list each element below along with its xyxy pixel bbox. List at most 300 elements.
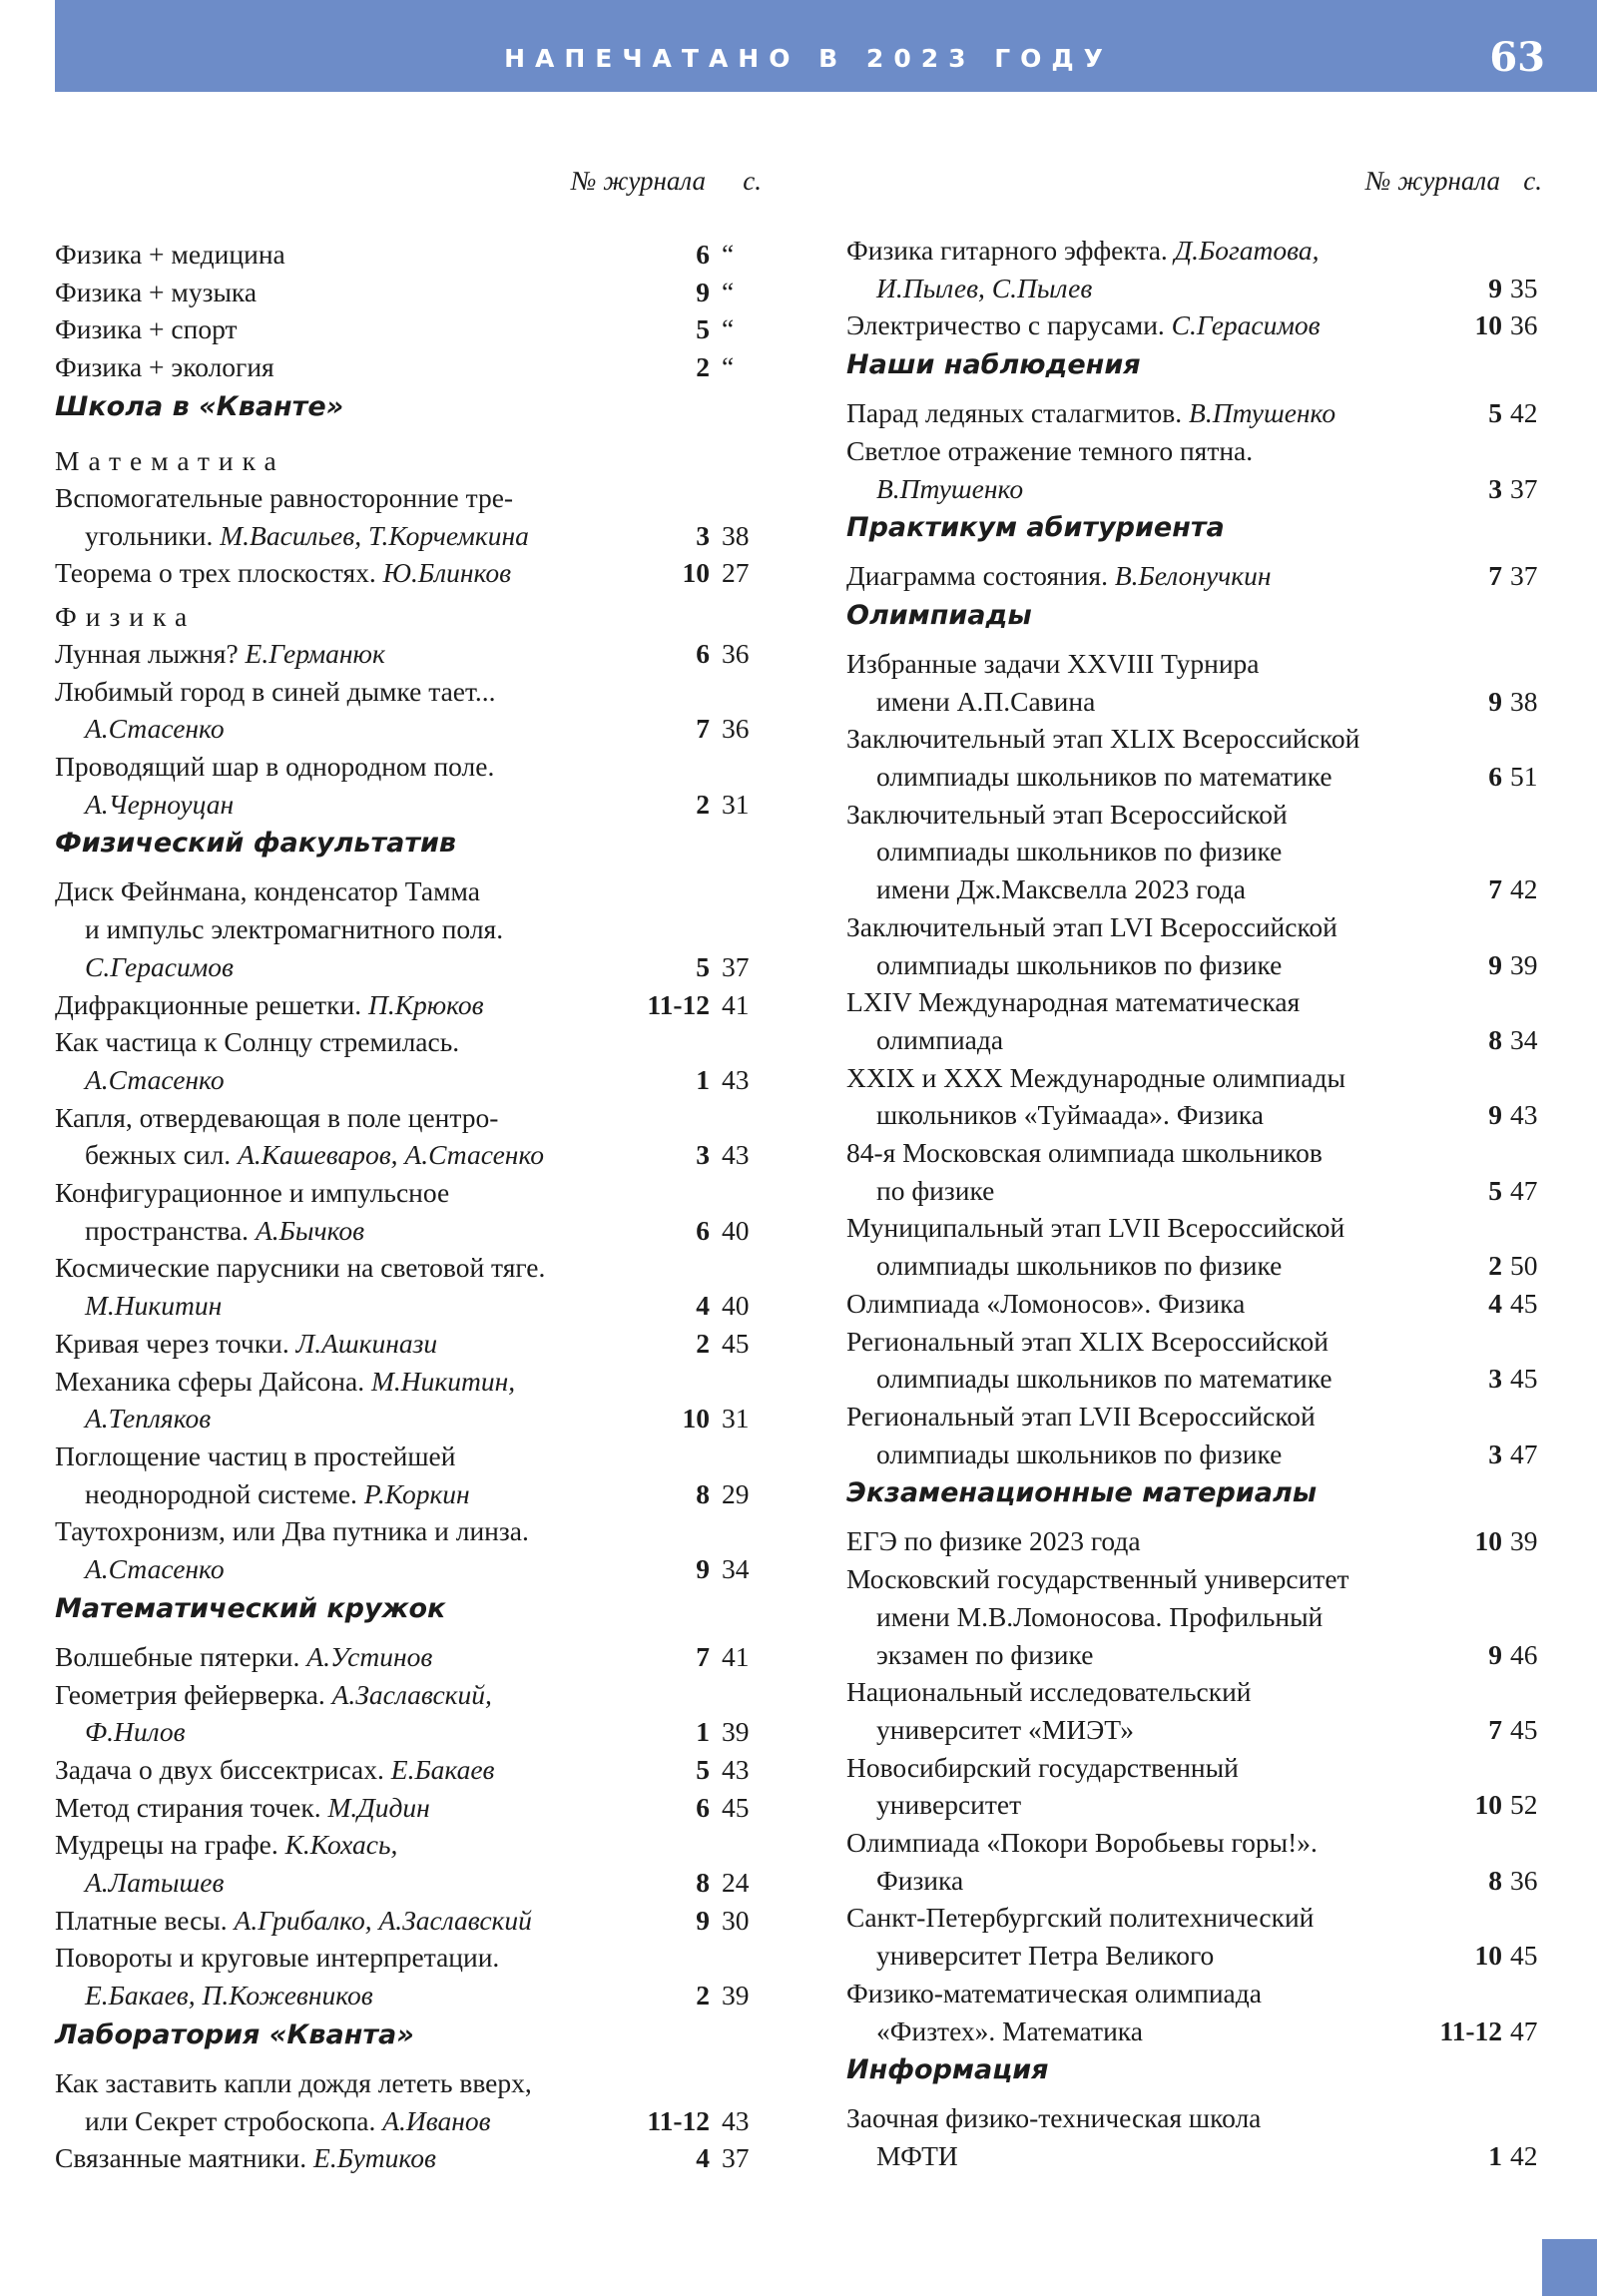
journal-number: 10 <box>1474 1940 1502 1972</box>
journal-number: 7 <box>1488 1713 1502 1745</box>
toc-entry <box>846 1398 1542 1472</box>
entry-line <box>55 1212 664 1250</box>
entry-line <box>55 2064 664 2102</box>
entry-line <box>55 1638 664 1676</box>
entry-line <box>846 1172 1458 1210</box>
section-heading: Школа в «Кванте» <box>55 390 344 422</box>
journal-number: 8 <box>1488 1023 1502 1055</box>
section-heading: Практикум абитуриента <box>846 512 1225 544</box>
entry-line <box>55 872 664 910</box>
page-ref: 35 <box>1510 272 1538 303</box>
page-ref: 45 <box>722 1327 750 1359</box>
journal-number-heading: № журнала <box>1365 166 1500 196</box>
right-column <box>846 160 1542 2171</box>
page-ref: 34 <box>1510 1023 1538 1055</box>
toc-entry <box>55 2139 764 2177</box>
toc-entry <box>55 872 764 985</box>
toc-entry <box>55 635 764 673</box>
toc-entry <box>55 1638 764 1676</box>
journal-number: 8 <box>1488 1864 1502 1896</box>
page-ref: 43 <box>722 1063 750 1095</box>
entry-line <box>846 1059 1458 1097</box>
article-author: С.Герасимов <box>1171 309 1321 341</box>
article-author: А.Устинов <box>306 1640 433 1672</box>
article-title: Физика + экология <box>55 351 274 383</box>
page-ref: 43 <box>722 1753 750 1785</box>
article-title: Кривая через точки. <box>55 1327 296 1359</box>
page-ref: 37 <box>1510 472 1538 504</box>
article-title: угольники. <box>85 519 221 551</box>
toc-entry <box>55 1902 764 1940</box>
article-title: Метод стирания точек. <box>55 1791 328 1823</box>
entry-line <box>846 1247 1458 1285</box>
article-title: Поглощение частиц в простейшей <box>55 1439 456 1471</box>
article-author: И.Пылев, С.Пылев <box>876 272 1093 303</box>
entry-line <box>55 1437 664 1475</box>
article-title: Капля, отвердевающая в поле центро- <box>55 1101 499 1133</box>
article-author: Е.Бакаев, П.Кожевников <box>85 1980 373 2011</box>
entry-line <box>55 1174 664 1212</box>
article-title: олимпиада <box>876 1023 1004 1055</box>
page-ref: 40 <box>722 1290 750 1322</box>
journal-number: 9 <box>1488 685 1502 717</box>
journal-number: 5 <box>696 950 710 982</box>
article-title: Олимпиада «Покори Воробьевы горы!». <box>846 1827 1318 1859</box>
page-ref: 38 <box>1510 685 1538 717</box>
toc-entry <box>846 232 1542 306</box>
entry-line <box>846 1096 1458 1134</box>
entry-line <box>846 470 1458 508</box>
toc-entry <box>846 1285 1542 1323</box>
page-ref: 45 <box>1510 1940 1538 1972</box>
page-ref: 46 <box>1510 1638 1538 1670</box>
entry-line <box>55 1099 664 1137</box>
article-author: Е.Бутиков <box>313 2142 436 2174</box>
article-author: В.Птушенко <box>1189 397 1336 429</box>
entry-line <box>55 2102 664 2140</box>
page-heading: с. <box>743 166 762 196</box>
entry-line <box>55 1061 664 1099</box>
entry-line <box>55 1512 664 1550</box>
article-author: Ю.Блинков <box>382 557 512 589</box>
entry-line <box>846 1975 1458 2012</box>
toc-entry <box>55 236 764 274</box>
journal-number: 10 <box>1474 309 1502 341</box>
entry-line <box>55 310 664 348</box>
page-ref: 45 <box>722 1791 750 1823</box>
page-ref: 39 <box>722 1980 750 2011</box>
journal-number: 7 <box>696 1640 710 1672</box>
journal-number: 4 <box>696 1290 710 1322</box>
page-ref: 42 <box>1510 397 1538 429</box>
journal-number: 8 <box>696 1867 710 1899</box>
article-author: А.Тепляков <box>85 1403 212 1435</box>
entry-line <box>846 946 1458 984</box>
journal-number: 9 <box>1488 1099 1502 1131</box>
header-title: НАПЕЧАТАНО В 2023 ГОДУ <box>504 44 1113 73</box>
page-ref: 27 <box>722 557 750 589</box>
toc-entry <box>55 348 764 386</box>
page-ref: 34 <box>722 1553 750 1585</box>
section-heading: Физический факультатив <box>55 828 457 860</box>
article-title: Заключительный этап Всероссийской <box>846 798 1288 830</box>
article-author: П.Крюков <box>367 988 484 1020</box>
page-ref: 37 <box>1510 560 1538 592</box>
page-ref: 36 <box>722 713 750 745</box>
article-author: С.Герасимов <box>85 950 234 982</box>
toc-entry <box>55 2064 764 2139</box>
entry-line <box>846 1398 1458 1435</box>
page-ref: 39 <box>1510 1525 1538 1557</box>
article-author: А.Бычков <box>255 1214 365 1246</box>
journal-number: 7 <box>696 713 710 745</box>
article-author: А.Кашеваров, А.Стасенко <box>238 1139 545 1171</box>
journal-number: 9 <box>696 1553 710 1585</box>
page-ref: 43 <box>722 1139 750 1171</box>
journal-number: 5 <box>1488 397 1502 429</box>
entry-line <box>55 1789 664 1827</box>
toc-entry <box>846 394 1542 432</box>
article-author: А.Стасенко <box>85 1063 225 1095</box>
toc-entry <box>55 310 764 348</box>
page-ref: 37 <box>722 2142 750 2174</box>
column-header <box>55 160 764 200</box>
article-author: Ф.Нилов <box>85 1716 186 1748</box>
section-heading: Олимпиады <box>846 599 1032 631</box>
journal-number: 9 <box>696 1904 710 1936</box>
page-ref: 52 <box>1510 1789 1538 1821</box>
page-ref: 30 <box>722 1904 750 1936</box>
article-title: бежных сил. <box>85 1139 239 1171</box>
toc-entry <box>55 1789 764 1827</box>
entry-line <box>846 306 1458 344</box>
entry-line <box>846 1134 1458 1172</box>
article-title: имени А.П.Савина <box>876 685 1096 717</box>
page-ref: 31 <box>722 788 750 820</box>
entry-line <box>846 1673 1458 1711</box>
article-author: Л.Ашкинази <box>295 1327 438 1359</box>
article-author: А.Стасенко <box>85 1553 225 1585</box>
article-author: А.Иванов <box>382 2104 491 2136</box>
toc-entry <box>55 673 764 748</box>
article-title: Избранные задачи XXVIII Турнира <box>846 647 1260 679</box>
article-title: Мудрецы на графе. <box>55 1829 285 1861</box>
toc-entry <box>55 1363 764 1437</box>
entry-line <box>55 1713 664 1751</box>
toc-entry <box>846 2099 1542 2174</box>
entry-line <box>55 1475 664 1513</box>
article-title: Любимый город в синей дымке тает... <box>55 675 496 707</box>
article-title: Физика <box>876 1864 964 1896</box>
article-title: университет Петра Великого <box>876 1940 1215 1972</box>
article-title: и импульс электромагнитного поля. <box>85 913 504 945</box>
section-heading: Лаборатория «Кванта» <box>55 2018 414 2050</box>
entry-line <box>846 1711 1458 1749</box>
entry-line <box>846 1824 1458 1862</box>
entry-line <box>846 1899 1458 1937</box>
column-header <box>846 160 1542 200</box>
entry-line <box>846 796 1458 834</box>
article-title: олимпиады школьников по математике <box>876 1363 1332 1395</box>
article-title: университет <box>876 1789 1022 1821</box>
page-ref: “ <box>722 313 735 345</box>
toc-entry <box>55 1676 764 1751</box>
article-title: олимпиады школьников по физике <box>876 836 1283 867</box>
page-ref: 37 <box>722 950 750 982</box>
article-title: олимпиады школьников по физике <box>876 1437 1283 1469</box>
page-ref: 36 <box>1510 309 1538 341</box>
section-heading: Информация <box>846 2054 1049 2086</box>
article-title: Санкт-Петербургский политехнический <box>846 1902 1315 1934</box>
article-title: Геометрия фейерверка. <box>55 1678 332 1710</box>
entry-line <box>846 1636 1458 1674</box>
entry-line <box>55 348 664 386</box>
entry-line <box>55 1751 664 1789</box>
entry-line <box>846 2099 1458 2137</box>
article-author: В.Птушенко <box>876 472 1024 504</box>
journal-number: 11-12 <box>1439 2014 1502 2046</box>
article-title: олимпиады школьников по математике <box>876 761 1332 793</box>
article-title: Таутохронизм, или Два путника и линза. <box>55 1515 529 1547</box>
entry-line <box>846 1560 1458 1598</box>
journal-number: 6 <box>696 1214 710 1246</box>
article-title: Заключительный этап LVI Всероссийской <box>846 910 1337 942</box>
journal-number: 11-12 <box>647 2104 710 2136</box>
article-title: олимпиады школьников по физике <box>876 1250 1283 1282</box>
toc-entry <box>55 274 764 311</box>
toc-entry <box>846 1522 1542 1560</box>
entry-line <box>55 479 664 517</box>
article-title: неоднородной системе. <box>85 1477 364 1509</box>
journal-number: 8 <box>696 1477 710 1509</box>
entry-line <box>55 1676 664 1714</box>
journal-number: 9 <box>1488 1638 1502 1670</box>
entry-line <box>55 1864 664 1902</box>
article-author: К.Кохась, <box>284 1829 398 1861</box>
entry-line <box>846 1862 1458 1900</box>
toc-entry <box>846 983 1542 1058</box>
article-title: XXIX и XXX Международные олимпиады <box>846 1061 1345 1093</box>
toc-entry <box>55 1325 764 1363</box>
entry-line <box>55 710 664 748</box>
page-ref: “ <box>722 239 735 270</box>
journal-number: 5 <box>696 313 710 345</box>
article-title: Физика + музыка <box>55 276 258 307</box>
entry-line <box>846 720 1458 758</box>
article-title: Региональный этап LVII Всероссийской <box>846 1400 1316 1432</box>
entry-line <box>55 948 664 986</box>
article-title: Московский государственный университет <box>846 1563 1349 1595</box>
article-title: имени М.В.Ломоносова. Профильный <box>876 1600 1324 1632</box>
entry-line <box>55 1325 664 1363</box>
journal-number: 6 <box>696 239 710 270</box>
article-author: А.Латышев <box>85 1867 225 1899</box>
article-title: экзамен по физике <box>876 1638 1094 1670</box>
page-ref: 29 <box>722 1477 750 1509</box>
article-title: Платные весы. <box>55 1904 235 1936</box>
article-title: Космические парусники на световой тяге. <box>55 1252 546 1284</box>
article-title: Теорема о трех плоскостях. <box>55 557 383 589</box>
journal-number: 3 <box>1488 1363 1502 1395</box>
article-title: LXIV Международная математическая <box>846 986 1301 1018</box>
entry-line <box>846 1937 1458 1975</box>
entry-line <box>846 232 1458 270</box>
corner-decoration <box>1542 2239 1597 2296</box>
article-title: МФТИ <box>876 2139 958 2171</box>
entry-line <box>55 517 664 555</box>
toc-entry <box>55 1099 764 1174</box>
journal-number: 3 <box>1488 472 1502 504</box>
article-title: или Секрет стробоскопа. <box>85 2104 383 2136</box>
article-title: Олимпиада «Ломоносов». Физика <box>846 1287 1246 1319</box>
article-title: Муниципальный этап LVII Всероссийской <box>846 1212 1345 1244</box>
journal-number: 3 <box>1488 1437 1502 1469</box>
page-ref: 39 <box>722 1716 750 1748</box>
entry-line <box>55 1902 664 1940</box>
toc-entry <box>846 645 1542 720</box>
toc-entry <box>55 748 764 823</box>
entry-line <box>55 2139 664 2177</box>
article-author: В.Белонучкин <box>1114 560 1272 592</box>
toc-entry <box>846 1749 1542 1824</box>
entry-line <box>55 786 664 824</box>
toc-entry <box>55 1437 764 1512</box>
entry-line <box>846 1749 1458 1787</box>
toc-entry <box>846 1059 1542 1134</box>
article-title: школьников «Туймаада». Физика <box>876 1099 1264 1131</box>
entry-line <box>846 1209 1458 1247</box>
journal-number: 5 <box>696 1753 710 1785</box>
entry-line <box>846 557 1458 595</box>
page-ref: 43 <box>722 2104 750 2136</box>
journal-number: 10 <box>1474 1525 1502 1557</box>
entry-line <box>55 274 664 311</box>
entry-line <box>846 870 1458 908</box>
article-title: Как частица к Солнцу стремилась. <box>55 1026 460 1058</box>
article-title: Электричество с парусами. <box>846 309 1172 341</box>
article-author: М.Никитин, <box>370 1365 516 1397</box>
page-ref: 42 <box>1510 2139 1538 2171</box>
page-heading: с. <box>1523 166 1542 196</box>
toc-entry <box>55 1512 764 1587</box>
entry-line <box>846 1435 1458 1473</box>
toc-entry <box>846 1975 1542 2049</box>
entry-line <box>55 1400 664 1437</box>
article-title: Заключительный этап XLIX Всероссийской <box>846 723 1360 755</box>
article-title: Физика + медицина <box>55 239 285 270</box>
article-author: Д.Богатова, <box>1174 235 1320 266</box>
article-title: Диск Фейнмана, конденсатор Тамма <box>55 875 480 907</box>
journal-number: 9 <box>1488 272 1502 303</box>
page-ref: 38 <box>722 519 750 551</box>
article-title: Дифракционные решетки. <box>55 988 368 1020</box>
article-title: Вспомогательные равносторонние тре- <box>55 481 514 513</box>
journal-number: 10 <box>682 1403 710 1435</box>
journal-number: 2 <box>1488 1250 1502 1282</box>
toc-entry <box>55 1939 764 2013</box>
article-title: имени Дж.Максвелла 2023 года <box>876 873 1246 905</box>
page-ref: 40 <box>722 1214 750 1246</box>
page-header <box>55 0 1597 92</box>
entry-line <box>55 986 664 1024</box>
entry-line <box>55 635 664 673</box>
entry-line <box>55 554 664 592</box>
toc-entry <box>55 1751 764 1789</box>
article-title: Региональный этап XLIX Всероссийской <box>846 1325 1329 1357</box>
entry-line <box>846 908 1458 946</box>
page-ref: 41 <box>722 988 750 1020</box>
entry-line <box>55 1287 664 1325</box>
entry-line <box>846 270 1458 307</box>
left-column <box>55 160 764 2174</box>
page-ref: 47 <box>1510 1174 1538 1206</box>
page-ref: 50 <box>1510 1250 1538 1282</box>
page-ref: 42 <box>1510 873 1538 905</box>
entry-line <box>55 1939 664 1977</box>
journal-number: 2 <box>696 1327 710 1359</box>
entry-line <box>55 910 664 948</box>
page-ref: “ <box>722 276 735 307</box>
entry-line <box>846 1323 1458 1361</box>
toc-entry <box>846 306 1542 344</box>
page-ref: 45 <box>1510 1363 1538 1395</box>
article-author: Р.Коркин <box>363 1477 470 1509</box>
page-ref: 41 <box>722 1640 750 1672</box>
entry-line <box>55 1977 664 2014</box>
entry-line <box>846 1522 1458 1560</box>
toc-entry <box>846 1560 1542 1673</box>
article-title: Волшебные пятерки. <box>55 1640 307 1672</box>
article-title: пространства. <box>85 1214 256 1246</box>
article-author: А.Грибалко, А.Заславский <box>234 1904 532 1936</box>
journal-number: 6 <box>1488 761 1502 793</box>
section-heading: Наши наблюдения <box>846 349 1141 381</box>
journal-number: 1 <box>1488 2139 1502 2171</box>
entry-line <box>846 833 1458 870</box>
journal-number: 4 <box>1488 1287 1502 1319</box>
entry-line <box>55 1249 664 1287</box>
entry-line <box>846 1285 1458 1323</box>
journal-number: 10 <box>1474 1789 1502 1821</box>
article-title: Физико-математическая олимпиада <box>846 1977 1262 2009</box>
article-title: Проводящий шар в однородном поле. <box>55 751 495 783</box>
toc-entry <box>55 1023 764 1098</box>
article-title: Парад ледяных сталагмитов. <box>846 397 1190 429</box>
article-title: Диаграмма состояния. <box>846 560 1115 592</box>
journal-number: 2 <box>696 351 710 383</box>
toc-entry <box>846 1323 1542 1398</box>
article-author: А.Стасенко <box>85 713 225 745</box>
subsection-heading: Математика <box>55 444 285 476</box>
right-entry-list <box>846 232 1542 2175</box>
article-author: Е.Бакаев <box>390 1753 495 1785</box>
entry-line <box>55 1826 664 1864</box>
page-ref: 24 <box>722 1867 750 1899</box>
article-title: Связанные маятники. <box>55 2142 314 2174</box>
toc-entry <box>846 1673 1542 1748</box>
toc-entry <box>846 1209 1542 1284</box>
entry-line <box>846 1021 1458 1059</box>
left-entry-list <box>55 236 764 2177</box>
entry-line <box>846 983 1458 1021</box>
toc-entry <box>55 1174 764 1249</box>
journal-number: 2 <box>696 788 710 820</box>
toc-entry <box>846 1899 1542 1974</box>
page-ref: 39 <box>1510 948 1538 980</box>
toc-entry <box>846 1134 1542 1209</box>
toc-entry <box>846 720 1542 795</box>
journal-number: 9 <box>1488 948 1502 980</box>
